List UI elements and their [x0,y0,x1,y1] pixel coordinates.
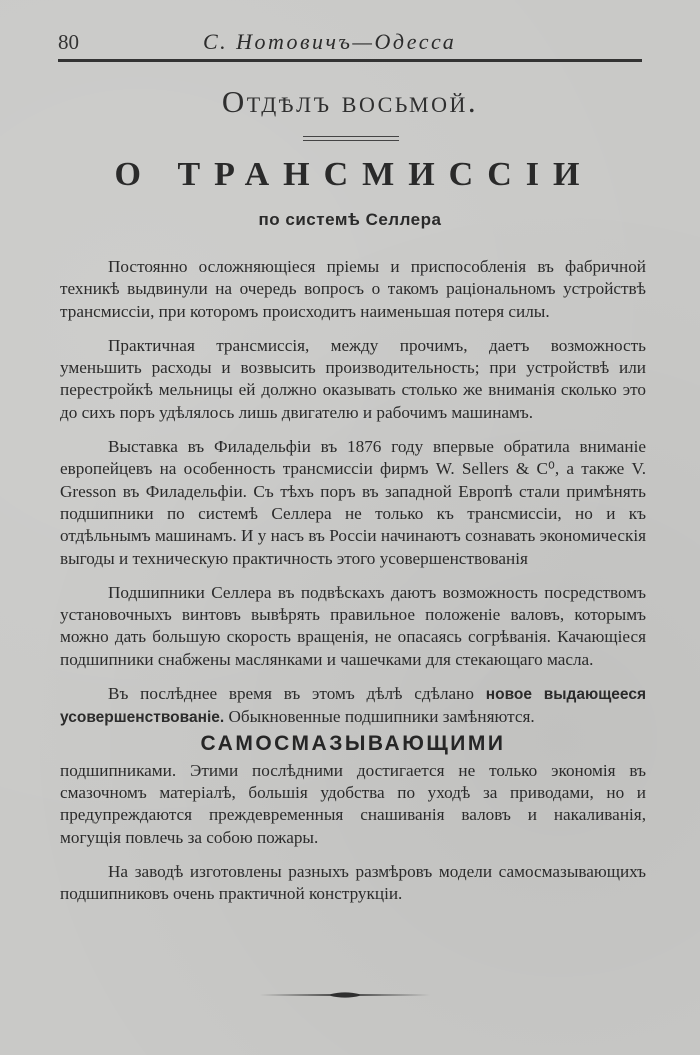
article-title: О ТРАНСМИССІИ [114,156,594,193]
article-subtitle: по системѣ Селлера [258,210,442,229]
double-rule-divider [303,136,399,141]
paragraph-5-text-end: Обыкновенные подшипники замѣняются. [224,707,535,727]
paragraph-4: Подшипники Селлера въ подвѣскахъ даютъ возможность посредствомъ установочныхъ винтовъ вывѣрять правильное положеніе валовъ, которымъ можно дать большую скорость вращенія, не опасаясь согрѣванія. Качающіеся подшипники снабжены маслянками и чашечками для стекающаго масла. [60,582,646,669]
page-header [58,26,642,62]
paragraph-5 [60,683,646,730]
paragraph-2: Практичная трансмиссія, между прочимъ, даетъ возможность уменьшить расходы и возвысить производительность; при устройствѣ или перестройкѣ мельницы ей должно оказывать столько же вниманія сколько это до сихъ поръ удѣлялось лишь двигателю и рабочимъ машинамъ. [60,335,646,422]
emphasis-word: САМОСМАЗЫВАЮЩИМИ [200,731,506,755]
end-ornament-rule [260,990,430,1000]
paragraph-6: На заводѣ изготовлены разныхъ размѣровъ модели самосмазывающихъ подшипниковъ очень практичной конструкціи. [60,861,646,904]
section-title: Отдѣлъ восьмой. [221,84,479,119]
page-number: 80 [58,30,79,54]
paragraph-5-emphasis: новое выдающееся усовершенствованіе. [60,686,646,727]
article-body [60,256,646,917]
running-head: С. Нотовичъ—Одесса [203,29,457,54]
paragraph-5-continuation: подшипниками. Этими послѣдними достигается не только экономія въ смазочномъ матеріалѣ, большія удобства по уходѣ за приводами, но и предупреждаются преждевременныя снашиванія валовъ и накаливанія, могущія повлечь за собою пожары. [60,760,646,847]
paragraph-3: Выставка въ Филадельфіи въ 1876 году впервые обратила вниманіе европейцевъ на особенность трансмиссіи фирмъ W. Sellers & C⁰, а также V. Gresson въ Филадельфіи. Съ тѣхъ поръ въ западной Европѣ стали примѣнять подшипники по системѣ Селлера не только къ трансмиссіи, но и къ отдѣльнымъ машинамъ. И у насъ въ Россіи начинаютъ сознавать экономическія выгоды и техническую практичность этого усовершенствованія [60,437,646,568]
header-rule [58,59,642,62]
paragraph-5-text: Въ послѣднее время въ этомъ дѣлѣ сдѣлано [108,684,486,704]
paragraph-1: Постоянно осложняющіеся пріемы и приспособленія въ фабричной техникѣ выдвинули на очередь вопросъ о такомъ раціональномъ устройствѣ трансмиссіи, при которомъ происходитъ наименьшая потеря силы. [60,257,646,321]
